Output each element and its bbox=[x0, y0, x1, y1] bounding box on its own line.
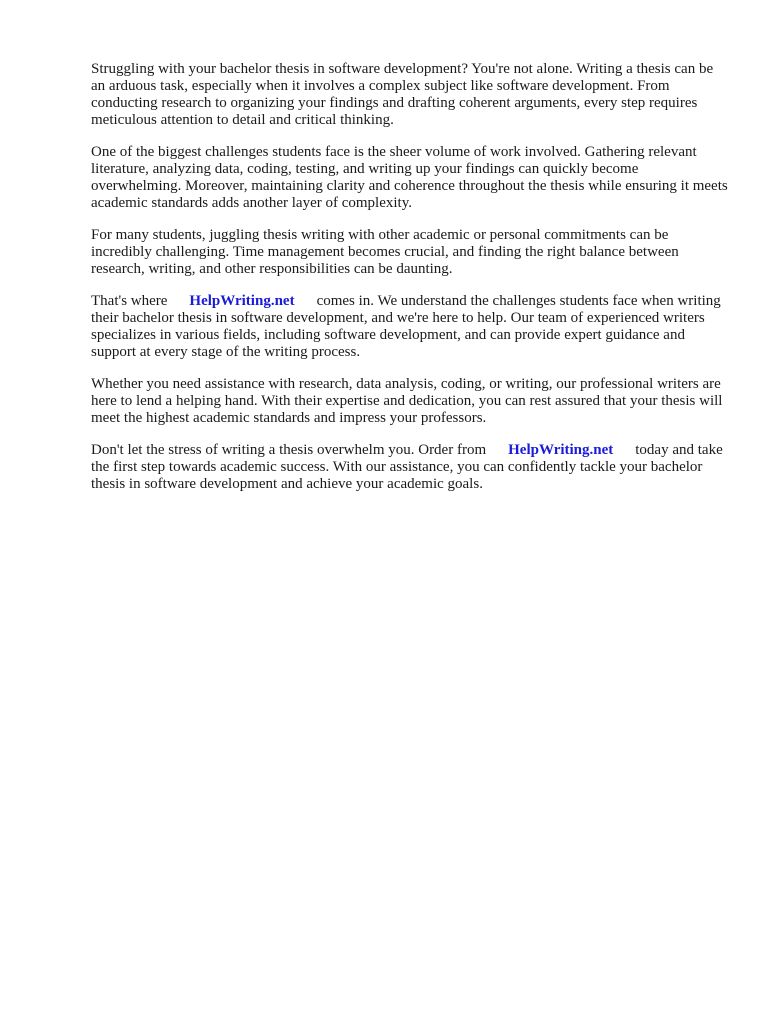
paragraph-service bbox=[91, 293, 731, 361]
paragraph-challenges: One of the biggest challenges students face is the sheer volume of work involved. Gathering relevant literature, analyzing data, coding, testing, and writing up your findings can quickly become overwhelming. Moreover, maintaining clarity and coherence throughout the thesis while ensuring it meets academic standards adds another layer of complexity. bbox=[91, 144, 728, 211]
helpwriting-link[interactable]: HelpWriting.net bbox=[189, 293, 295, 309]
paragraph-service-lead: That's where bbox=[91, 293, 168, 309]
document-body bbox=[91, 61, 731, 508]
paragraph-intro: Struggling with your bachelor thesis in software development? You're not alone. Writing a thesis can be an arduous task, especially when it involves a complex subject like software development. From conducting research to organizing your findings and drafting coherent arguments, every step requires meticulous attention to detail and critical thinking. bbox=[91, 61, 714, 128]
helpwriting-link-order[interactable]: HelpWriting.net bbox=[508, 442, 614, 458]
paragraph-time-management: For many students, juggling thesis writing with other academic or personal commitments can be incredibly challenging. Time management becomes crucial, and finding the right balance between research, writing, and other responsibilities can be daunting. bbox=[91, 227, 679, 277]
paragraph-call-to-action bbox=[91, 442, 731, 493]
paragraph-service-rest: comes in. We understand the challenges students face when writing their bachelor thesis in software development, and we're here to help. Our team of experienced writers specializes in various fields, including software development, and can provide expert guidance and support at every stage of the writing process. bbox=[91, 293, 721, 360]
paragraph-cta-rest: today and take the first step towards academic success. With our assistance, you can confidently tackle your bachelor thesis in software development and achieve your academic goals. bbox=[91, 442, 723, 492]
paragraph-cta-lead: Don't let the stress of writing a thesis overwhelm you. Order from bbox=[91, 442, 487, 458]
paragraph-assistance: Whether you need assistance with research, data analysis, coding, or writing, our professional writers are here to lend a helping hand. With their expertise and dedication, you can rest assured that your thesis will meet the highest academic standards and impress your professors. bbox=[91, 376, 723, 426]
